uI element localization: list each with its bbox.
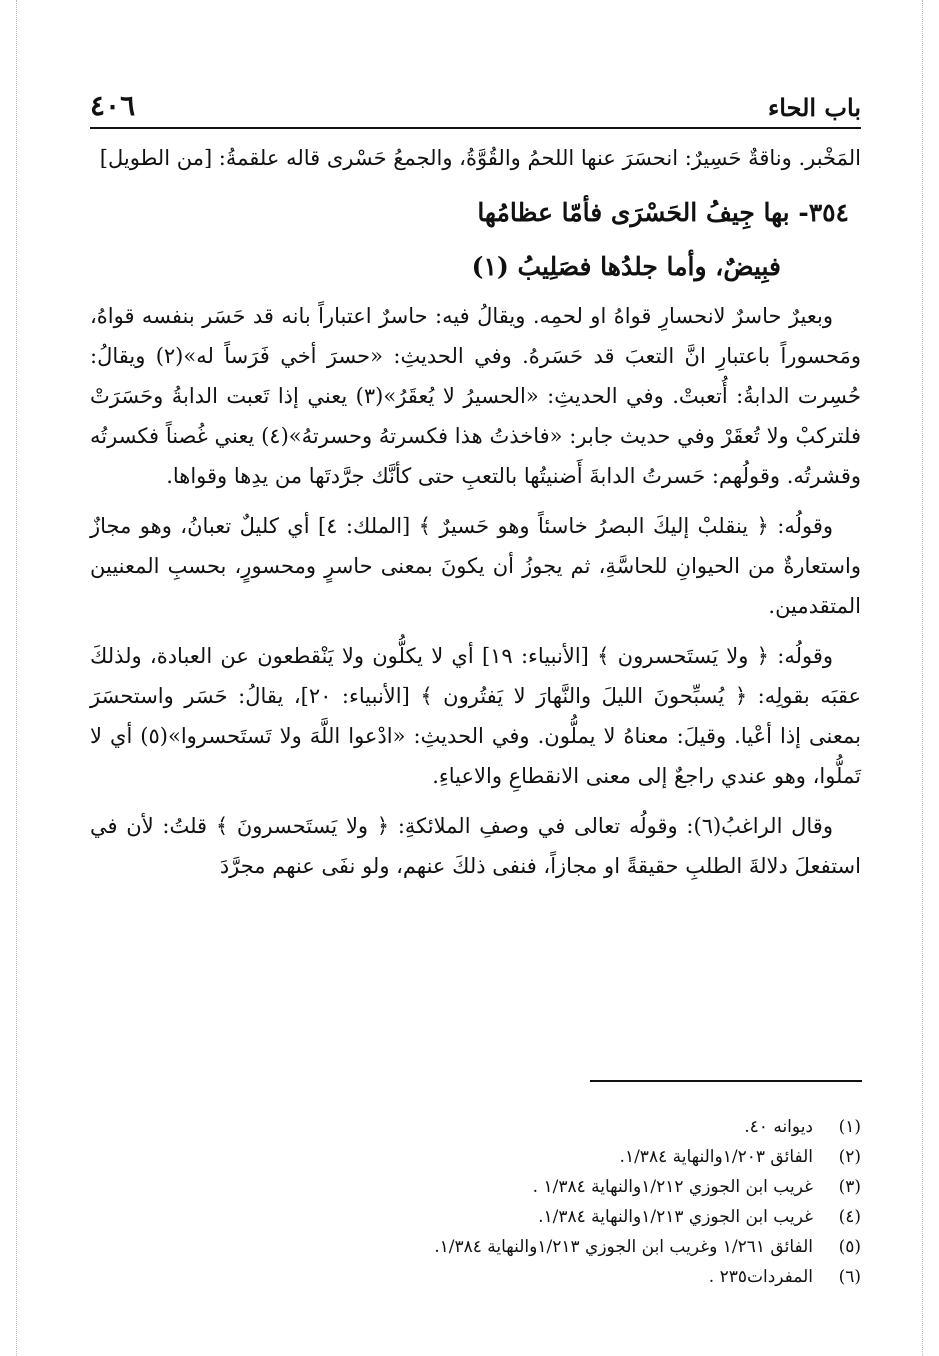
footnote-item (90, 1112, 861, 1142)
footnote-item (90, 1172, 861, 1202)
paragraph: وقال الراغبُ(٦): وقولُه تعالى في وصفِ الملائكةِ: ﴿ ولا يَستَحسرونَ ﴾ قلتُ: لأن في استفعلَ دلالةَ الطلبِ حقيقةً او مجازاً، فنفى ذلكَ عنهم، ولو نفَى عنهم مجرَّدَ (90, 814, 861, 878)
footnote-text: ديوانه ٤٠. (744, 1117, 813, 1137)
footnote-text: الفائق ١/٢٠٣والنهاية ١/٣٨٤. (619, 1147, 813, 1167)
footnote-text: المفردات٢٣٥ . (708, 1267, 813, 1287)
footnotes-list (90, 1112, 861, 1292)
footnote-number: (٣) (838, 1177, 861, 1197)
header-rule (90, 127, 861, 129)
running-head: باب الحاء (767, 93, 861, 122)
paragraph: وبعيرٌ حاسرٌ لانحسارِ قواهُ او لحمِه. ويقالُ فيه: حاسرٌ اعتباراً بانه قد حَسَر بنفسه قواهُ، ومَحسوراً باعتبارِ انَّ التعبَ قد حَسَرهُ. وفي الحديثِ: «حسرَ أخي فَرَساً له»(٢) ويقالُ: حُسِرت الدابةُ: أُتعبتْ. وفي الحديثِ: «الحسيرُ لا يُعقَرُ»(٣) يعني إذا تَعبت الدابةُ وحَسَرَتْ فلتركبْ ولا تُعقَرْ وفي حديث جابر: «فاخذتُ هذا فكسرتهُ وحسرتهُ»(٤) يعني غُصناً فكسرتُه وقشرتُه. وقولُهم: حَسرتُ الدابةَ أَضنيتُها بالتعبِ حتى كأنَّك جرَّدتَها من يدِها وقواها. (90, 304, 862, 488)
paragraph: وقولُه: ﴿ ولا يَستَحسرون ﴾ [الأنبياء: ١٩] أي لا يكلُّون ولا يَنْقطعون عن العبادة، ولذلكَ عقبَه بقولِه: ﴿ يُسبِّحونَ الليلَ والنَّهارَ لا يَفتُرون ﴾ [الأنبياء: ٢٠]، يقالُ: حَسَر واستحسَرَ بمعنى إذا أعْيا. وقيلَ: معناهُ لا يملُّون. وفي الحديثِ: «ادْعوا اللَّهَ ولا تَستَحسروا»(٥) أي لا تَملُّوا، وهو عندي راجعٌ إلى معنى الانقطاعِ والاعياءِ. (90, 644, 861, 788)
footnote-text: غريب ابن الجوزي ١/٢١٣والنهاية ١/٣٨٤. (538, 1207, 813, 1227)
footnote-number: (٢) (838, 1147, 861, 1167)
footnote-text: الفائق ١/٢٦١ وغريب ابن الجوزي ١/٢١٣والنهاية ١/٣٨٤. (434, 1237, 813, 1257)
main-text (90, 138, 861, 896)
paragraph: المَخْبر. وناقةٌ حَسِيرٌ: انحسَرَ عنها اللحمُ والقُوَّةُ، والجمعُ حَسْرى قاله علقمةُ: [من الطويل] (99, 146, 861, 170)
page-header (90, 82, 861, 122)
poem-verse-second-hemistich: فبِيضٌ، وأما جلدُها فصَلِيبُ (١) (471, 252, 781, 281)
footnote-item (90, 1202, 861, 1232)
footnote-text: غريب ابن الجوزي ١/٢١٢والنهاية ١/٣٨٤ . (532, 1177, 813, 1197)
page-number: ٤٠٦ (90, 89, 136, 122)
scan-artifact-line (922, 0, 923, 1356)
poem-verse-first-hemistich: ٣٥٤- بها جِيفُ الحَسْرَى فأمّا عظامُها (477, 198, 849, 227)
footnote-number: (١) (838, 1117, 861, 1137)
footnote-number: (٥) (838, 1237, 861, 1257)
paragraph: وقولُه: ﴿ ينقلبْ إليكَ البصرُ خاسئاً وهو حَسيرٌ ﴾ [الملك: ٤] أي كليلٌ تعبانُ، وهو مجازٌ واستعارةٌ من الحيوانِ للحاسَّةِ، ثم يجوزُ أن يكونَ بمعنى حاسرٍ ومحسورٍ، بحسبِ المعنيين المتقدمين. (90, 514, 861, 618)
footnote-item (90, 1142, 861, 1172)
scan-artifact-line (16, 0, 17, 1356)
footnote-item (90, 1232, 861, 1262)
footnote-separator (590, 1080, 862, 1082)
footnote-number: (٤) (838, 1207, 861, 1227)
footnote-item (90, 1262, 861, 1292)
footnote-number: (٦) (838, 1267, 861, 1287)
